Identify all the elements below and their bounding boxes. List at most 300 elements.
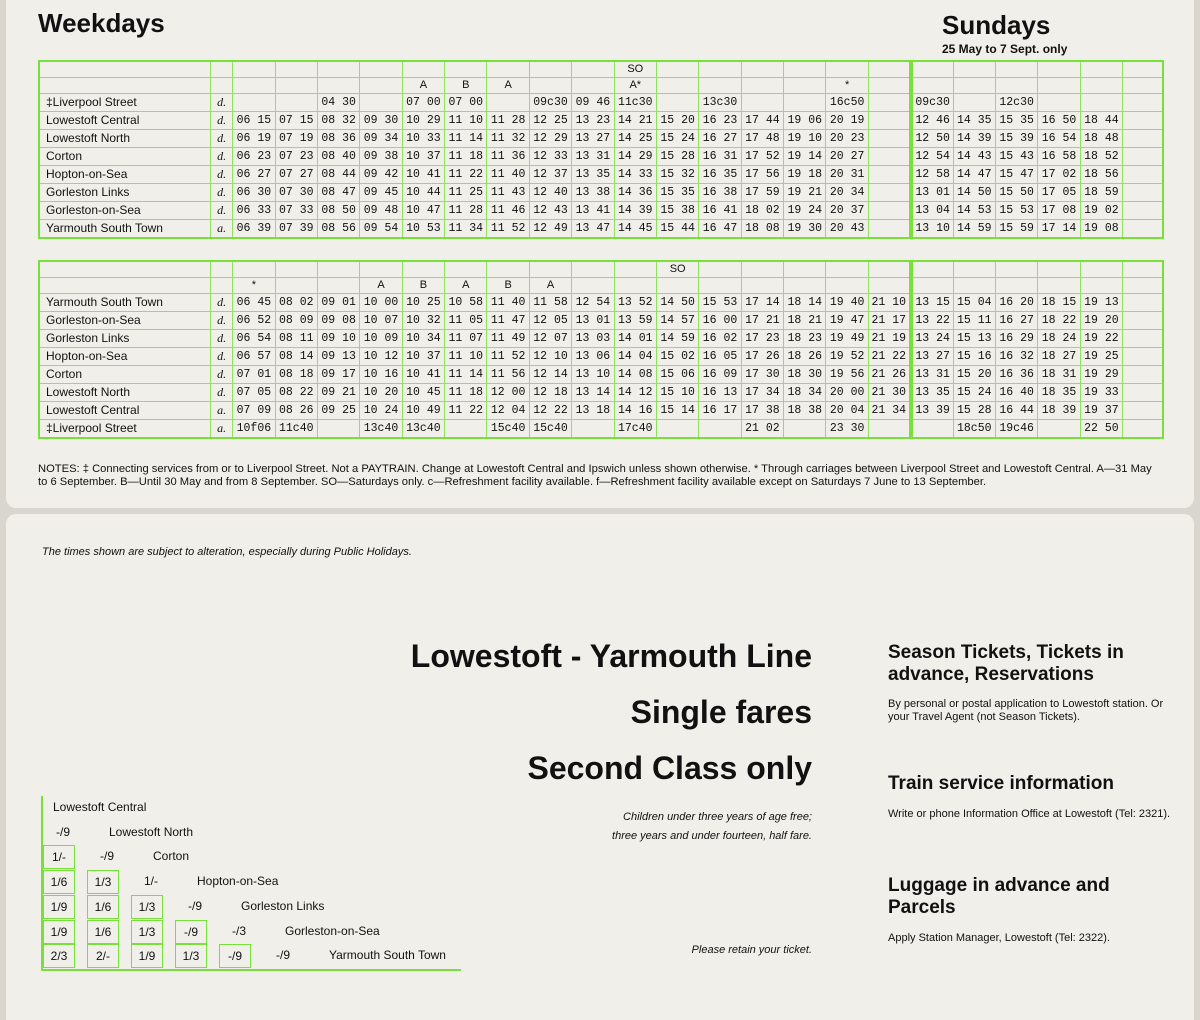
time-cell: 15 35 — [995, 112, 1037, 130]
time-cell: 15 44 — [656, 220, 698, 239]
header-cell: * — [233, 278, 275, 294]
header-cell — [39, 61, 211, 78]
time-cell: 16 41 — [699, 202, 741, 220]
time-cell: 14 50 — [656, 294, 698, 312]
time-cell: 17 56 — [741, 166, 783, 184]
time-cell: 16 27 — [699, 130, 741, 148]
sundays-heading: Sundays — [942, 10, 1051, 40]
fare-value: -/9 — [99, 849, 114, 864]
time-cell: 16 02 — [699, 330, 741, 348]
time-cell: 10 47 — [402, 202, 444, 220]
table-row — [39, 94, 1163, 112]
time-cell: 13 01 — [572, 312, 614, 330]
time-cell — [572, 420, 614, 439]
time-cell: 19 13 — [1080, 294, 1122, 312]
time-cell: 16 23 — [699, 112, 741, 130]
station-name: Yarmouth South Town — [39, 220, 211, 239]
time-cell: 15 16 — [953, 348, 995, 366]
time-cell: 18 31 — [1038, 366, 1080, 384]
time-cell: 20 23 — [826, 130, 868, 148]
time-cell — [233, 94, 275, 112]
time-cell: 14 59 — [953, 220, 995, 239]
time-cell: 08 50 — [317, 202, 359, 220]
time-cell: 11 07 — [445, 330, 487, 348]
header-cell — [317, 61, 359, 78]
table-row — [39, 366, 1163, 384]
time-cell: 12 22 — [529, 402, 571, 420]
fare-station-name: Gorleston Links — [241, 898, 325, 913]
time-cell — [1080, 94, 1122, 112]
time-cell: 06 52 — [233, 312, 275, 330]
time-cell: 10 07 — [360, 312, 402, 330]
time-cell: 16 44 — [995, 402, 1037, 420]
time-cell: 09 54 — [360, 220, 402, 239]
time-cell: 12 07 — [529, 330, 571, 348]
time-cell: 16c50 — [826, 94, 868, 112]
fare-value: -/9 — [187, 898, 202, 913]
time-cell: 17 30 — [741, 366, 783, 384]
time-cell: 15 43 — [995, 148, 1037, 166]
time-cell: 19 25 — [1080, 348, 1122, 366]
fare-value: 1/3 — [131, 920, 163, 944]
header-cell — [529, 78, 571, 94]
time-cell: 15 06 — [656, 366, 698, 384]
time-cell: 13 01 — [911, 184, 953, 202]
time-cell: 09 30 — [360, 112, 402, 130]
time-cell: 15 20 — [656, 112, 698, 130]
header-cell: B — [487, 278, 529, 294]
table-row — [39, 112, 1163, 130]
table-row — [39, 330, 1163, 348]
header-cell — [826, 261, 868, 278]
time-cell — [1123, 94, 1163, 112]
fare-value: 2/3 — [43, 944, 75, 968]
header-cell — [699, 261, 741, 278]
header-cell — [656, 278, 698, 294]
time-cell: 21 19 — [868, 330, 910, 348]
time-cell: 17c40 — [614, 420, 656, 439]
header-cell — [211, 261, 233, 278]
train-info-heading: Train service information — [888, 773, 1114, 794]
time-cell: 13c40 — [402, 420, 444, 439]
time-cell: 19c46 — [995, 420, 1037, 439]
header-cell — [995, 261, 1037, 278]
time-cell: 13 24 — [911, 330, 953, 348]
table-row — [39, 184, 1163, 202]
time-cell: 12 04 — [487, 402, 529, 420]
time-cell: 11 46 — [487, 202, 529, 220]
time-cell: 15 14 — [656, 402, 698, 420]
time-cell: 20 27 — [826, 148, 868, 166]
time-cell: 19 33 — [1080, 384, 1122, 402]
time-cell: 08 40 — [317, 148, 359, 166]
time-cell: 15 11 — [953, 312, 995, 330]
time-cell: 19 10 — [784, 130, 826, 148]
time-cell: 16 20 — [995, 294, 1037, 312]
time-cell: 15 39 — [995, 130, 1037, 148]
time-cell: 08 22 — [275, 384, 317, 402]
time-cell: 13 06 — [572, 348, 614, 366]
time-cell: 19 40 — [826, 294, 868, 312]
header-cell — [699, 78, 741, 94]
time-cell: 11 05 — [445, 312, 487, 330]
table-row — [39, 148, 1163, 166]
header-cell — [911, 278, 953, 294]
time-cell: 08 18 — [275, 366, 317, 384]
time-cell — [868, 420, 910, 439]
time-cell: 15 50 — [995, 184, 1037, 202]
header-cell — [911, 78, 953, 94]
time-cell: 16 31 — [699, 148, 741, 166]
header-cell — [911, 261, 953, 278]
station-name: Lowestoft Central — [39, 112, 211, 130]
time-cell: 17 38 — [741, 402, 783, 420]
table-row — [39, 130, 1163, 148]
time-cell: 15 24 — [656, 130, 698, 148]
time-cell: 13 04 — [911, 202, 953, 220]
time-cell: 12 50 — [911, 130, 953, 148]
time-cell: 11 58 — [529, 294, 571, 312]
sundays-date-note: 25 May to 7 Sept. only — [942, 42, 1068, 56]
header-cell — [1123, 278, 1163, 294]
header-cell — [360, 261, 402, 278]
fare-table — [39, 796, 459, 968]
time-cell: 15 32 — [656, 166, 698, 184]
time-cell: 18 35 — [1038, 384, 1080, 402]
time-cell: 09 45 — [360, 184, 402, 202]
station-name: Lowestoft North — [39, 130, 211, 148]
time-cell: 19 56 — [826, 366, 868, 384]
header-cell — [699, 278, 741, 294]
time-cell: 11c40 — [275, 420, 317, 439]
station-name: Yarmouth South Town — [39, 294, 211, 312]
time-cell: 17 02 — [1038, 166, 1080, 184]
time-cell: 13 52 — [614, 294, 656, 312]
time-cell: 19 18 — [784, 166, 826, 184]
header-cell — [741, 61, 783, 78]
time-cell — [1123, 330, 1163, 348]
time-cell: 11 10 — [445, 112, 487, 130]
header-cell — [784, 78, 826, 94]
time-cell: 14 47 — [953, 166, 995, 184]
header-row — [39, 261, 1163, 278]
time-cell: 10 20 — [360, 384, 402, 402]
time-cell: 18 38 — [784, 402, 826, 420]
time-cell: 07 09 — [233, 402, 275, 420]
time-cell: 15 24 — [953, 384, 995, 402]
time-cell — [1123, 366, 1163, 384]
header-cell — [317, 78, 359, 94]
header-cell — [784, 261, 826, 278]
arr-dep-tag: d. — [211, 330, 233, 348]
time-cell: 13 38 — [572, 184, 614, 202]
time-cell: 15 47 — [995, 166, 1037, 184]
time-cell — [1123, 384, 1163, 402]
header-cell — [317, 261, 359, 278]
time-cell: 14 12 — [614, 384, 656, 402]
time-cell: 19 02 — [1080, 202, 1122, 220]
time-cell: 06 33 — [233, 202, 275, 220]
time-cell: 09 08 — [317, 312, 359, 330]
header-cell — [953, 61, 995, 78]
time-cell: 10 29 — [402, 112, 444, 130]
header-cell — [741, 278, 783, 294]
fare-station-name: Yarmouth South Town — [329, 948, 446, 963]
time-cell — [868, 184, 910, 202]
time-cell: 07 27 — [275, 166, 317, 184]
time-cell: 18 26 — [784, 348, 826, 366]
children-fare-note: Children under three years of age free; three years and under fourteen, half fare. — [612, 811, 812, 842]
time-cell — [868, 130, 910, 148]
time-cell: 16 38 — [699, 184, 741, 202]
time-cell: 07 00 — [402, 94, 444, 112]
time-cell: 07 01 — [233, 366, 275, 384]
time-cell: 19 30 — [784, 220, 826, 239]
time-cell — [1123, 130, 1163, 148]
time-cell: 11 10 — [445, 348, 487, 366]
time-cell — [868, 202, 910, 220]
time-cell: 14 50 — [953, 184, 995, 202]
fare-border — [41, 969, 461, 971]
fare-border — [41, 796, 43, 969]
header-cell — [868, 278, 910, 294]
time-cell — [953, 94, 995, 112]
time-cell: 19 14 — [784, 148, 826, 166]
station-name: ‡Liverpool Street — [39, 94, 211, 112]
station-name: Gorleston-on-Sea — [39, 202, 211, 220]
time-cell: 09 46 — [572, 94, 614, 112]
arr-dep-tag: a. — [211, 220, 233, 239]
header-cell — [1123, 261, 1163, 278]
time-cell: 09 21 — [317, 384, 359, 402]
header-cell — [360, 61, 402, 78]
timetable-to-lowestoft — [38, 260, 1164, 439]
time-cell: 08 26 — [275, 402, 317, 420]
time-cell: 18 14 — [784, 294, 826, 312]
train-info-text: Write or phone Information Office at Lowestoft (Tel: 2321). — [888, 808, 1171, 820]
header-cell — [445, 261, 487, 278]
table-row — [39, 202, 1163, 220]
time-cell: 16 27 — [995, 312, 1037, 330]
time-cell: 16 29 — [995, 330, 1037, 348]
time-cell — [275, 94, 317, 112]
header-cell: SO — [614, 61, 656, 78]
time-cell: 12 25 — [529, 112, 571, 130]
time-cell — [360, 94, 402, 112]
time-cell: 14 39 — [614, 202, 656, 220]
time-cell: 10 12 — [360, 348, 402, 366]
time-cell: 11 32 — [487, 130, 529, 148]
time-cell: 09 34 — [360, 130, 402, 148]
time-cell: 12 05 — [529, 312, 571, 330]
table-row — [39, 294, 1163, 312]
time-cell: 09c30 — [911, 94, 953, 112]
time-cell: 09c30 — [529, 94, 571, 112]
station-name: Lowestoft Central — [39, 402, 211, 420]
time-cell: 15 02 — [656, 348, 698, 366]
time-cell: 19 08 — [1080, 220, 1122, 239]
time-cell: 08 09 — [275, 312, 317, 330]
time-cell: 17 14 — [741, 294, 783, 312]
time-cell: 12 43 — [529, 202, 571, 220]
header-cell: * — [826, 78, 868, 94]
weekdays-heading: Weekdays — [38, 8, 165, 38]
header-cell: SO — [656, 261, 698, 278]
time-cell: 18 24 — [1038, 330, 1080, 348]
fare-value: 1/3 — [175, 944, 207, 968]
time-cell: 13c40 — [360, 420, 402, 439]
header-cell — [826, 278, 868, 294]
time-cell: 16 58 — [1038, 148, 1080, 166]
time-cell: 11 18 — [445, 148, 487, 166]
header-cell — [211, 278, 233, 294]
station-name: Lowestoft North — [39, 384, 211, 402]
time-cell: 17 59 — [741, 184, 783, 202]
time-cell: 17 05 — [1038, 184, 1080, 202]
time-cell — [1123, 402, 1163, 420]
time-cell — [487, 94, 529, 112]
time-cell: 15 28 — [656, 148, 698, 166]
time-cell: 06 23 — [233, 148, 275, 166]
header-cell — [275, 61, 317, 78]
station-name: Corton — [39, 148, 211, 166]
time-cell: 19 37 — [1080, 402, 1122, 420]
time-cell: 20 37 — [826, 202, 868, 220]
time-cell — [1038, 94, 1080, 112]
time-cell: 13 03 — [572, 330, 614, 348]
single-fares-title: Single fares — [630, 694, 812, 730]
time-cell: 14 45 — [614, 220, 656, 239]
fare-station-name: Lowestoft Central — [53, 800, 147, 814]
fare-value: -/9 — [275, 948, 290, 963]
time-cell: 12 49 — [529, 220, 571, 239]
time-cell: 11 52 — [487, 220, 529, 239]
header-row — [39, 278, 1163, 294]
time-cell: 07 23 — [275, 148, 317, 166]
time-cell: 15 28 — [953, 402, 995, 420]
time-cell: 11 43 — [487, 184, 529, 202]
retain-ticket-note: Please retain your ticket. — [691, 944, 812, 956]
time-cell — [868, 220, 910, 239]
time-cell: 17 23 — [741, 330, 783, 348]
arr-dep-tag: d. — [211, 366, 233, 384]
time-cell: 16 54 — [1038, 130, 1080, 148]
second-class-title: Second Class only — [527, 750, 812, 786]
time-cell: 15c40 — [529, 420, 571, 439]
time-cell: 19 29 — [1080, 366, 1122, 384]
fare-station-name: Hopton-on-Sea — [197, 874, 279, 889]
time-cell: 15 53 — [995, 202, 1037, 220]
time-cell: 20 43 — [826, 220, 868, 239]
time-cell: 19 21 — [784, 184, 826, 202]
time-cell: 11 34 — [445, 220, 487, 239]
arr-dep-tag: d. — [211, 94, 233, 112]
arr-dep-tag: d. — [211, 112, 233, 130]
time-cell — [656, 94, 698, 112]
header-cell — [529, 261, 571, 278]
time-cell — [1123, 148, 1163, 166]
time-cell: 12c30 — [995, 94, 1037, 112]
time-cell: 11 47 — [487, 312, 529, 330]
header-cell — [39, 278, 211, 294]
time-cell: 13 35 — [572, 166, 614, 184]
time-cell: 16 09 — [699, 366, 741, 384]
header-cell — [572, 278, 614, 294]
time-cell: 10 41 — [402, 166, 444, 184]
time-cell: 15 10 — [656, 384, 698, 402]
header-cell — [211, 78, 233, 94]
fare-value: 1/3 — [87, 870, 119, 894]
time-cell: 19 47 — [826, 312, 868, 330]
time-cell: 20 00 — [826, 384, 868, 402]
time-cell: 20 31 — [826, 166, 868, 184]
time-cell — [1123, 312, 1163, 330]
time-cell: 14 59 — [656, 330, 698, 348]
time-cell: 11 25 — [445, 184, 487, 202]
header-cell — [487, 261, 529, 278]
time-cell: 11 28 — [487, 112, 529, 130]
table-row — [39, 420, 1163, 439]
time-cell: 11 22 — [445, 166, 487, 184]
time-cell: 13 27 — [572, 130, 614, 148]
time-cell: 17 21 — [741, 312, 783, 330]
table-row — [39, 384, 1163, 402]
fare-value: 1/9 — [43, 895, 75, 919]
header-cell — [1080, 261, 1122, 278]
time-cell: 18 27 — [1038, 348, 1080, 366]
time-cell: 15 20 — [953, 366, 995, 384]
time-cell — [868, 112, 910, 130]
time-cell: 19 52 — [826, 348, 868, 366]
time-cell: 17 26 — [741, 348, 783, 366]
header-cell — [445, 61, 487, 78]
time-cell: 09 42 — [360, 166, 402, 184]
time-cell: 18 30 — [784, 366, 826, 384]
time-cell: 21 22 — [868, 348, 910, 366]
time-cell: 13 31 — [911, 366, 953, 384]
fare-value: 1/- — [143, 874, 158, 889]
time-cell: 09 48 — [360, 202, 402, 220]
time-cell: 12 14 — [529, 366, 571, 384]
header-cell — [614, 261, 656, 278]
time-cell: 06 30 — [233, 184, 275, 202]
header-cell — [953, 278, 995, 294]
header-cell — [1080, 61, 1122, 78]
time-cell: 23 30 — [826, 420, 868, 439]
header-cell: A* — [614, 78, 656, 94]
time-cell: 13 23 — [572, 112, 614, 130]
time-cell: 15 13 — [953, 330, 995, 348]
header-cell — [317, 278, 359, 294]
header-cell — [868, 261, 910, 278]
time-cell: 16 05 — [699, 348, 741, 366]
time-cell: 11 40 — [487, 166, 529, 184]
header-cell — [233, 261, 275, 278]
arr-dep-tag: d. — [211, 312, 233, 330]
time-cell: 08 02 — [275, 294, 317, 312]
fare-value: -/3 — [231, 923, 246, 938]
time-cell — [868, 148, 910, 166]
arr-dep-tag: d. — [211, 184, 233, 202]
header-cell — [233, 61, 275, 78]
time-cell: 19 24 — [784, 202, 826, 220]
header-cell — [1123, 61, 1163, 78]
station-name: Hopton-on-Sea — [39, 166, 211, 184]
header-cell — [911, 61, 953, 78]
header-row — [39, 78, 1163, 94]
time-cell: 21 10 — [868, 294, 910, 312]
time-cell: 18 34 — [784, 384, 826, 402]
